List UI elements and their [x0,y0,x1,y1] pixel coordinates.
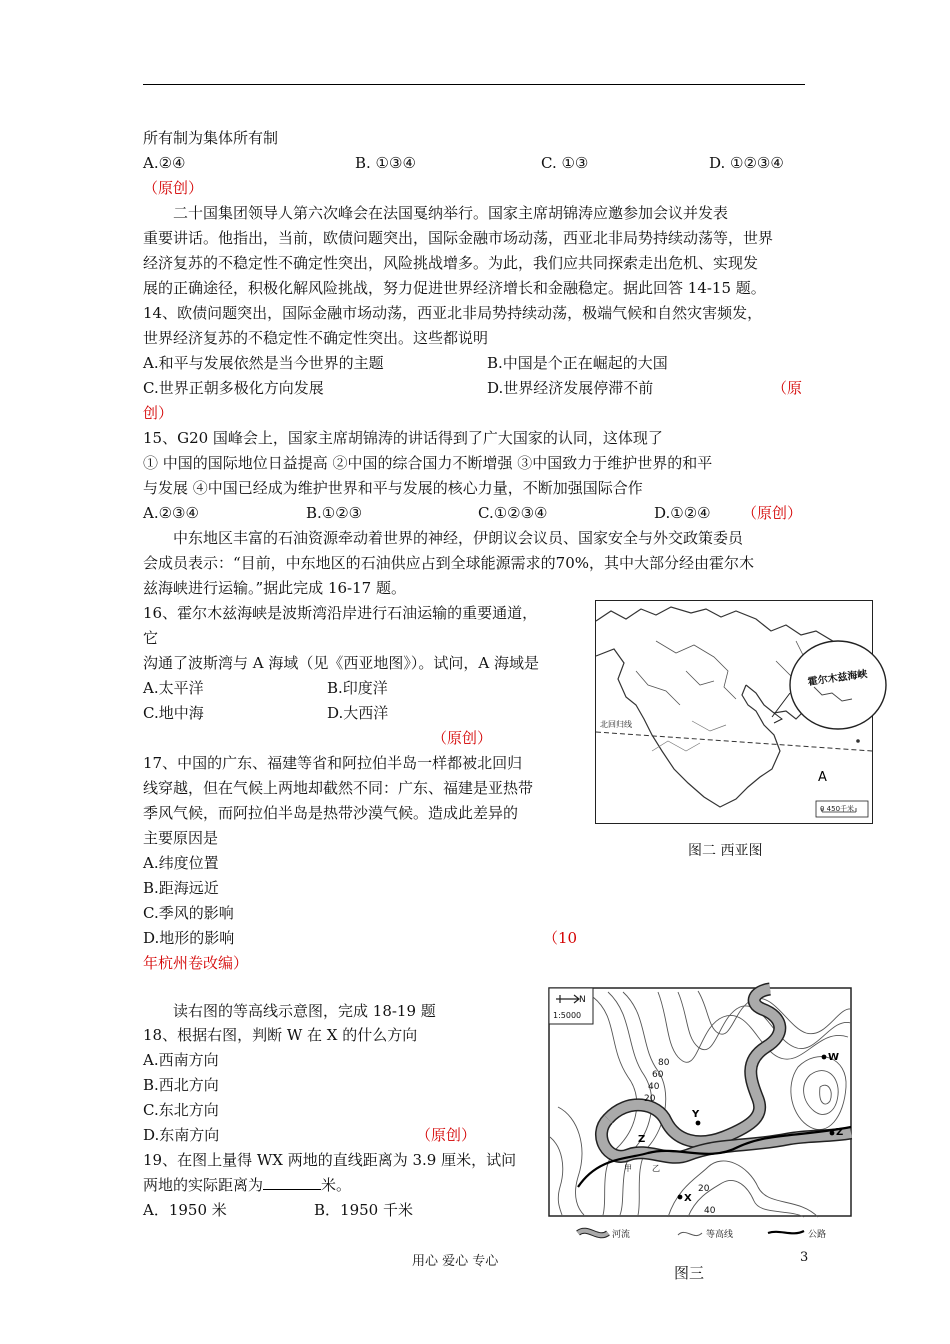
question-15-items: 与发展 ④中国已经成为维护世界和平与发展的核心力量，不断加强国际合作 [143,479,643,497]
paragraph-line: 中东地区丰富的石油资源牵动着世界的神经，伊朗议会议员、国家安全与外交政策委员 [173,529,744,547]
point-z: Z [836,1127,844,1138]
point-y: Y [692,1109,700,1120]
contour-map-drawing [548,987,854,1252]
answer-blank [263,1175,321,1190]
scale-label: 1:5000 [553,1011,582,1020]
source-note: 创） [143,404,174,422]
point-x: X [684,1193,692,1204]
source-note: （原创） [432,729,493,747]
label-jia: 甲 [624,1164,632,1173]
contour-map [548,987,854,1240]
option-b: B. ①③④ [355,154,416,172]
option-b: B.①②③ [306,504,363,522]
question-19: 19、在图上量得 WX 两地的直线距离为 3.9 厘米，试问 [143,1151,517,1169]
option-c: C.地中海 [143,704,204,722]
option-b: B.距海远近 [143,879,219,897]
option-c: C.东北方向 [143,1101,219,1119]
scale-label: 0 450千米 [820,805,855,813]
text-line: 所有制为集体所有制 [143,129,279,147]
footer-motto: 用心 爱心 专心 [412,1254,499,1269]
source-note: （原创） [416,1126,477,1144]
west-asia-map [595,600,873,824]
option-d: D.世界经济发展停滞不前 [487,379,654,397]
option-d: D.地形的影响 [143,929,235,947]
option-c: C.季风的影响 [143,904,234,922]
source-note: （10 [543,929,578,947]
q19-unit: 米。 [321,1176,352,1194]
instruction-line: 读右图的等高线示意图，完成 18-19 题 [173,1002,436,1020]
source-note: 年杭州卷改编） [143,954,249,972]
question-16: 16、霍尔木兹海峡是波斯湾沿岸进行石油运输的重要通道， [143,604,538,622]
question-17: 17、中国的广东、福建等省和阿拉伯半岛一样都被北回归 [143,754,523,772]
option-b: B.西北方向 [143,1076,219,1094]
paragraph-line: 兹海峡进行运输。”据此完成 16-17 题。 [143,579,406,597]
source-note: （原创） [742,504,803,522]
option-c: C.①②③④ [478,504,548,522]
figure-caption: 图二 西亚图 [688,843,763,859]
option-c: C.世界正朝多极化方向发展 [143,379,324,397]
option-a: A.②③④ [143,504,199,522]
contour-label: 40 [704,1206,716,1216]
strait-label: 霍尔木兹海峡 [807,668,869,689]
option-a: A.太平洋 [143,679,204,697]
header-rule [143,84,805,85]
sea-label-a: A [818,770,827,785]
contour-label: 40 [648,1082,660,1092]
contour-label: 20 [644,1094,656,1104]
option-d: D.①②④ [654,504,711,522]
north-label: N [579,995,586,1005]
label-yi: 乙 [652,1164,660,1173]
legend-road: 公路 [808,1230,827,1240]
question-14-cont: 世界经济复苏的不稳定性不确定性突出。这些都说明 [143,329,489,347]
source-note: （原 [772,379,803,397]
point-z: Z [638,1134,646,1145]
option-c: C. ①③ [541,154,589,172]
option-a: A.和平与发展依然是当今世界的主题 [143,354,384,372]
contour-label: 60 [652,1070,664,1080]
paragraph-line: 会成员表示：“目前，中东地区的石油供应占到全球能源需求的70%，其中大部分经由霍尔木 [143,554,755,572]
paragraph-line: 重要讲话。他指出，当前，欧债问题突出，国际金融市场动荡，西亚北非局势持续动荡等，世界 [143,229,774,247]
question-17-cont: 主要原因是 [143,829,219,847]
option-d: D.东南方向 [143,1126,220,1144]
option-a: A．1950 米 [143,1201,227,1219]
question-17-cont: 线穿越，但在气候上两地却截然不同：广东、福建是亚热带 [143,779,534,797]
contour-label: 80 [658,1058,670,1068]
question-18: 18、根据右图，判断 W 在 X 的什么方向 [143,1026,418,1044]
legend-river: 河流 [612,1230,631,1240]
west-asia-map-drawing [596,601,872,823]
question-17-cont: 季风气候，而阿拉伯半岛是热带沙漠气候。造成此差异的 [143,804,519,822]
option-b: B．1950 千米 [314,1201,413,1219]
figure-caption: 图三 [674,1264,705,1282]
option-b: B.中国是个正在崛起的大国 [487,354,668,372]
tropic-label: 北回归线 [600,720,632,729]
point-w: W [828,1052,840,1063]
question-14: 14、欧债问题突出，国际金融市场动荡，西亚北非局势持续动荡，极端气候和自然灾害频发， [143,304,763,322]
page-number: 3 [800,1250,809,1265]
paragraph-line: 展的正确途径，积极化解风险挑战，努力促进世界经济增长和金融稳定。据此回答 14-15 题。 [143,279,766,297]
q19-text: 两地的实际距离为 [143,1176,264,1194]
option-a: A.②④ [143,154,186,172]
option-d: D. ①②③④ [709,154,784,172]
option-d: D.大西洋 [327,704,389,722]
contour-label: 20 [698,1184,710,1194]
option-a: A.西南方向 [143,1051,219,1069]
option-b: B.印度洋 [327,679,388,697]
question-15: 15、G20 国峰会上，国家主席胡锦涛的讲话得到了广大国家的认同，这体现了 [143,429,663,447]
legend-contour: 等高线 [706,1230,734,1240]
source-note: （原创） [143,179,204,197]
question-16-cont: 沟通了波斯湾与 A 海域（见《西亚地图》）。试问，A 海域是 [143,654,539,672]
question-16-cont: 它 [143,629,159,647]
paragraph-line: 二十国集团领导人第六次峰会在法国戛纳举行。国家主席胡锦涛应邀参加会议并发表 [173,204,729,222]
question-15-items: ① 中国的国际地位日益提高 ②中国的综合国力不断增强 ③中国致力于维护世界的和平 [143,454,713,472]
paragraph-line: 经济复苏的不稳定性不确定性突出，风险挑战增多。为此，我们应共同探索走出危机、实现发 [143,254,759,272]
question-19-cont [143,1175,351,1197]
option-a: A.纬度位置 [143,854,219,872]
